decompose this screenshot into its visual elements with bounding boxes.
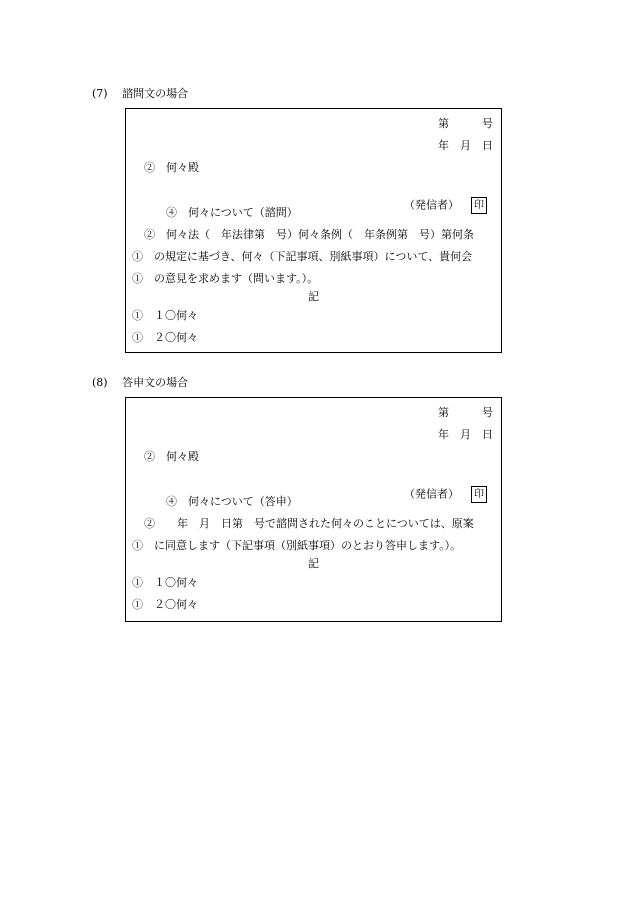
body-line: ② 年 月 日第 号で諮問された何々のことについては、原案 [144, 517, 474, 530]
subject-line: ④ 何々について（答申） [166, 495, 298, 508]
subject-line: ④ 何々について（諮問） [166, 206, 298, 219]
seal-stamp: 印 [471, 197, 487, 214]
addressee: ② 何々殿 [144, 161, 199, 174]
sender-label: （発信者） [404, 198, 459, 212]
body-line: ② 何々法（ 年法律第 号）何々条例（ 年条例第 号）第何条 [144, 228, 474, 241]
addressee: ② 何々殿 [144, 450, 199, 463]
sender-line [390, 472, 487, 517]
list-item: ① ２〇何々 [132, 331, 198, 344]
list-item: ① １〇何々 [132, 576, 198, 589]
report-document-box [125, 397, 502, 622]
seal-stamp: 印 [471, 486, 487, 503]
body-line: ① の規定に基づき、何々（下記事項、別紙事項）について、貴何会 [132, 250, 473, 263]
ki-heading: 記 [308, 557, 319, 570]
section-heading-7: (7) 諮問文の場合 [92, 87, 189, 100]
inquiry-document-box [125, 108, 502, 353]
document-number: 第 号 [438, 406, 493, 419]
body-line: ① の意見を求めます（問います。）。 [132, 272, 319, 285]
ki-heading: 記 [308, 290, 319, 303]
list-item: ① ２〇何々 [132, 598, 198, 611]
document-date: 年 月 日 [438, 139, 493, 152]
sender-line [390, 183, 487, 228]
sender-label: （発信者） [404, 487, 459, 501]
document-number: 第 号 [438, 117, 493, 130]
body-line: ① に同意します（下記事項（別紙事項）のとおり答申します。）。 [132, 539, 462, 552]
document-date: 年 月 日 [438, 428, 493, 441]
section-heading-8: (8) 答申文の場合 [92, 376, 189, 389]
list-item: ① １〇何々 [132, 309, 198, 322]
